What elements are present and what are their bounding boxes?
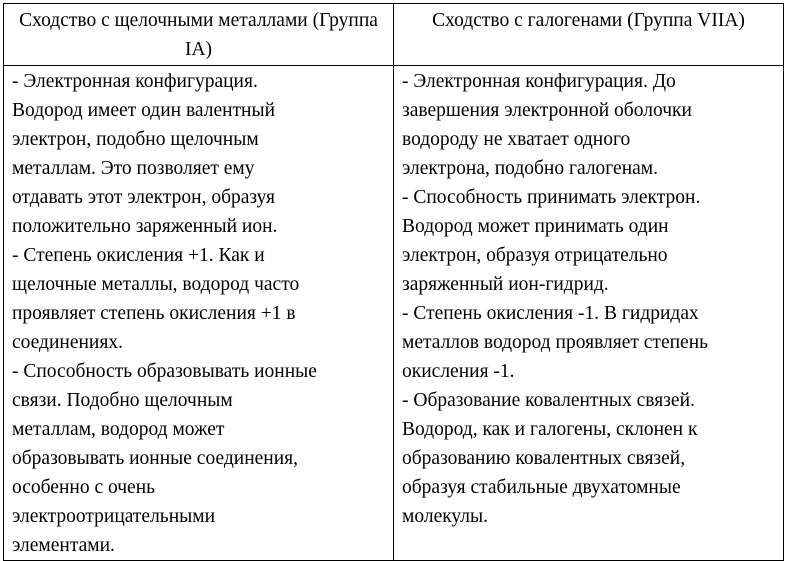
text-line: - Степень окисления -1. В гидридах — [402, 303, 699, 324]
text-line: образованию ковалентных связей, — [402, 448, 686, 469]
text-line: Водород может принимать один — [402, 216, 669, 237]
text-line: образуя стабильные двухатомные — [402, 477, 681, 498]
text-line: электрон, подобно щелочным — [12, 129, 259, 150]
text-line: металлам, водород может — [12, 419, 225, 440]
text-line: молекулы. — [402, 506, 489, 527]
text-line: - Электронная конфигурация. — [12, 71, 258, 92]
text-line: электроотрицательными — [12, 506, 216, 527]
text-line: - Степень окисления +1. Как и — [12, 245, 265, 266]
text-line: особенно с очень — [12, 477, 156, 498]
text-line: - Способность принимать электрон. — [402, 187, 701, 208]
text-line: Водород имеет один валентный — [12, 100, 276, 121]
text-line: завершения электронной оболочки — [402, 100, 692, 121]
text-line: металлов водород проявляет степень — [402, 332, 709, 353]
text-line: положительно заряженный ион. — [12, 216, 278, 237]
text-line: - Образование ковалентных связей. — [402, 390, 695, 411]
text-line: проявляет степень окисления +1 в — [12, 303, 296, 324]
text-line: окисления -1. — [402, 361, 515, 382]
header-row — [4, 4, 784, 66]
text-line: электрон, образуя отрицательно — [402, 245, 668, 266]
text-line: Водород, как и галогены, склонен к — [402, 419, 698, 440]
text-line: - Способность образовывать ионные — [12, 361, 317, 382]
text-line: - Электронная конфигурация. До — [402, 71, 676, 92]
text-line: щелочные металлы, водород часто — [12, 274, 300, 295]
body-row — [4, 66, 784, 561]
text-line: водороду не хватает одного — [402, 129, 631, 150]
text-line: образовывать ионные соединения, — [12, 448, 299, 469]
comparison-table — [3, 3, 784, 561]
text-line: заряженный ион-гидрид. — [402, 274, 609, 295]
text-line: отдавать этот электрон, образуя — [12, 187, 275, 208]
header-halogens: Сходство с галогенами (Группа VIIA) — [394, 4, 784, 66]
cell-alkali-metals — [4, 66, 394, 561]
text-line: связи. Подобно щелочным — [12, 390, 233, 411]
text-line: элементами. — [12, 535, 115, 556]
cell-halogens — [394, 66, 784, 561]
text-line: соединениях. — [12, 332, 123, 353]
text-line: электрона, подобно галогенам. — [402, 158, 659, 179]
header-alkali-metals: Сходство с щелочными металлами (Группа IA) — [4, 4, 394, 66]
text-line: металлам. Это позволяет ему — [12, 158, 255, 179]
